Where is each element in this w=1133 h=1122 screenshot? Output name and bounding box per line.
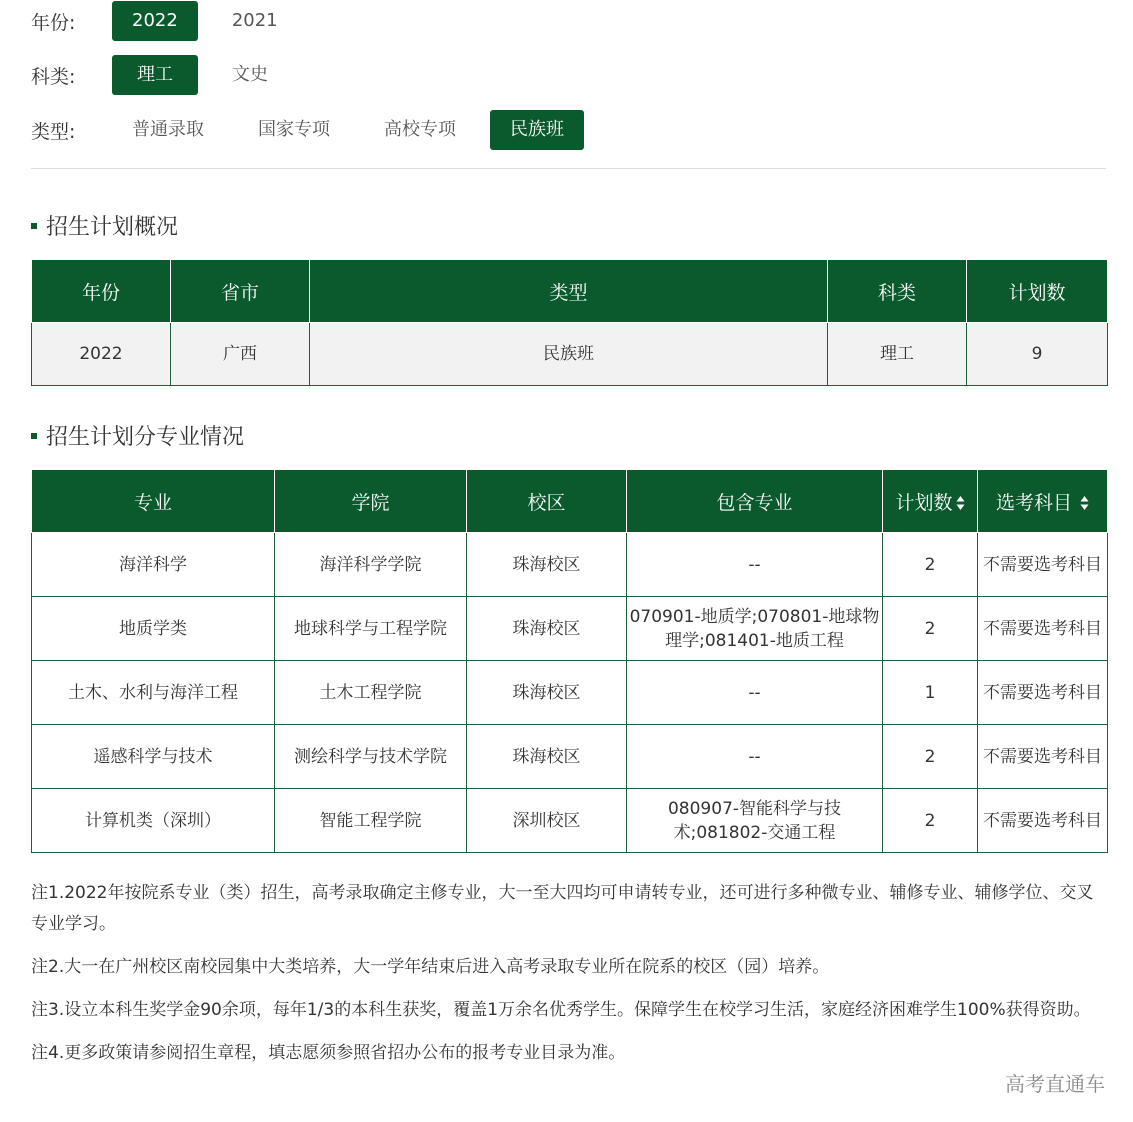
cell-included: -- xyxy=(627,661,883,725)
cell-college: 测绘科学与技术学院 xyxy=(275,725,467,789)
majors-header-included: 包含专业 xyxy=(627,470,883,533)
majors-header-subjects-sortable[interactable] xyxy=(978,470,1108,533)
sort-updown-icon[interactable] xyxy=(1080,495,1089,511)
cell-plan: 2 xyxy=(883,533,978,597)
table-row xyxy=(32,661,1108,725)
overview-cell-province: 广西 xyxy=(171,323,310,386)
cell-subjects: 不需要选考科目 xyxy=(978,725,1108,789)
note-1: 注1.2022年按院系专业（类）招生，高考录取确定主修专业，大一至大四均可申请转专业，还可进行多种微专业、辅修专业、辅修学位、交叉专业学习。 xyxy=(31,883,1094,934)
cell-subjects: 不需要选考科目 xyxy=(978,533,1108,597)
overview-section-title xyxy=(31,210,178,241)
table-row xyxy=(32,725,1108,789)
cell-major: 计算机类（深圳） xyxy=(32,789,275,853)
majors-header-subjects: 选考科目 xyxy=(995,491,1072,514)
overview-header-type: 类型 xyxy=(310,260,828,323)
cell-campus: 珠海校区 xyxy=(467,661,627,725)
majors-header-college: 学院 xyxy=(275,470,467,533)
overview-cell-plan: 9 xyxy=(967,323,1108,386)
type-option-regular[interactable]: 普通录取 xyxy=(132,119,204,140)
overview-cell-subject: 理工 xyxy=(828,323,967,386)
overview-header-subject: 科类 xyxy=(828,260,967,323)
cell-major: 海洋科学 xyxy=(32,533,275,597)
cell-included: -- xyxy=(627,725,883,789)
notes-section xyxy=(31,878,1109,1081)
cell-included: 080907-智能科学与技术;081802-交通工程 xyxy=(627,789,883,853)
cell-college: 地球科学与工程学院 xyxy=(275,597,467,661)
overview-header-province: 省市 xyxy=(171,260,310,323)
cell-major: 遥感科学与技术 xyxy=(32,725,275,789)
cell-plan: 2 xyxy=(883,789,978,853)
table-row xyxy=(32,323,1108,386)
note-3: 注3.设立本科生奖学金90余项，每年1/3的本科生获奖，覆盖1万余名优秀学生。保障学生在校学习生活，家庭经济困难学生100%获得资助。 xyxy=(31,1000,1091,1020)
filter-type-label: 类型: xyxy=(31,120,76,143)
cell-plan: 2 xyxy=(883,597,978,661)
overview-header-row xyxy=(32,260,1108,323)
watermark: 高考直通车 xyxy=(1005,1072,1105,1096)
majors-table xyxy=(31,469,1108,853)
majors-header-plan: 计划数 xyxy=(895,491,953,514)
subject-option-science[interactable]: 理工 xyxy=(112,55,198,95)
filter-year-label: 年份: xyxy=(31,11,76,34)
cell-campus: 珠海校区 xyxy=(467,597,627,661)
filter-subject xyxy=(31,55,302,95)
majors-header-campus: 校区 xyxy=(467,470,627,533)
subject-option-arts[interactable]: 文史 xyxy=(232,64,268,85)
cell-major: 地质学类 xyxy=(32,597,275,661)
cell-campus: 珠海校区 xyxy=(467,725,627,789)
overview-header-year: 年份 xyxy=(32,260,171,323)
year-option-2021[interactable]: 2021 xyxy=(231,10,278,31)
cell-major: 土木、水利与海洋工程 xyxy=(32,661,275,725)
majors-header-major: 专业 xyxy=(32,470,275,533)
majors-header-row xyxy=(32,470,1108,533)
square-marker-icon xyxy=(31,433,37,439)
overview-title-text: 招生计划概况 xyxy=(46,215,179,240)
type-option-ethnic[interactable]: 民族班 xyxy=(490,110,584,150)
cell-plan: 1 xyxy=(883,661,978,725)
type-option-university[interactable]: 高校专项 xyxy=(384,119,456,140)
note-4: 注4.更多政策请参阅招生章程，填志愿须参照省招办公布的报考专业目录为准。 xyxy=(31,1043,626,1063)
sort-updown-icon[interactable] xyxy=(956,495,965,511)
cell-college: 海洋科学学院 xyxy=(275,533,467,597)
majors-title-text: 招生计划分专业情况 xyxy=(46,425,245,450)
majors-section-title xyxy=(31,420,244,451)
table-row xyxy=(32,533,1108,597)
cell-subjects: 不需要选考科目 xyxy=(978,661,1108,725)
cell-college: 土木工程学院 xyxy=(275,661,467,725)
filter-type xyxy=(31,110,598,150)
cell-campus: 深圳校区 xyxy=(467,789,627,853)
divider xyxy=(31,168,1106,169)
filter-subject-label: 科类: xyxy=(31,65,76,88)
overview-header-plan: 计划数 xyxy=(967,260,1108,323)
table-row xyxy=(32,597,1108,661)
cell-subjects: 不需要选考科目 xyxy=(978,597,1108,661)
type-option-national[interactable]: 国家专项 xyxy=(258,119,330,140)
cell-plan: 2 xyxy=(883,725,978,789)
overview-cell-year: 2022 xyxy=(32,323,171,386)
filter-year xyxy=(31,1,312,41)
cell-included: -- xyxy=(627,533,883,597)
table-row xyxy=(32,789,1108,853)
year-option-2022[interactable]: 2022 xyxy=(112,1,198,41)
majors-header-plan-sortable[interactable] xyxy=(883,470,978,533)
cell-subjects: 不需要选考科目 xyxy=(978,789,1108,853)
overview-table xyxy=(31,259,1108,386)
overview-cell-type: 民族班 xyxy=(310,323,828,386)
cell-included: 070901-地质学;070801-地球物理学;081401-地质工程 xyxy=(627,597,883,661)
cell-college: 智能工程学院 xyxy=(275,789,467,853)
cell-campus: 珠海校区 xyxy=(467,533,627,597)
square-marker-icon xyxy=(31,223,37,229)
note-2: 注2.大一在广州校区南校园集中大类培养，大一学年结束后进入高考录取专业所在院系的校区（园）培养。 xyxy=(31,957,830,977)
